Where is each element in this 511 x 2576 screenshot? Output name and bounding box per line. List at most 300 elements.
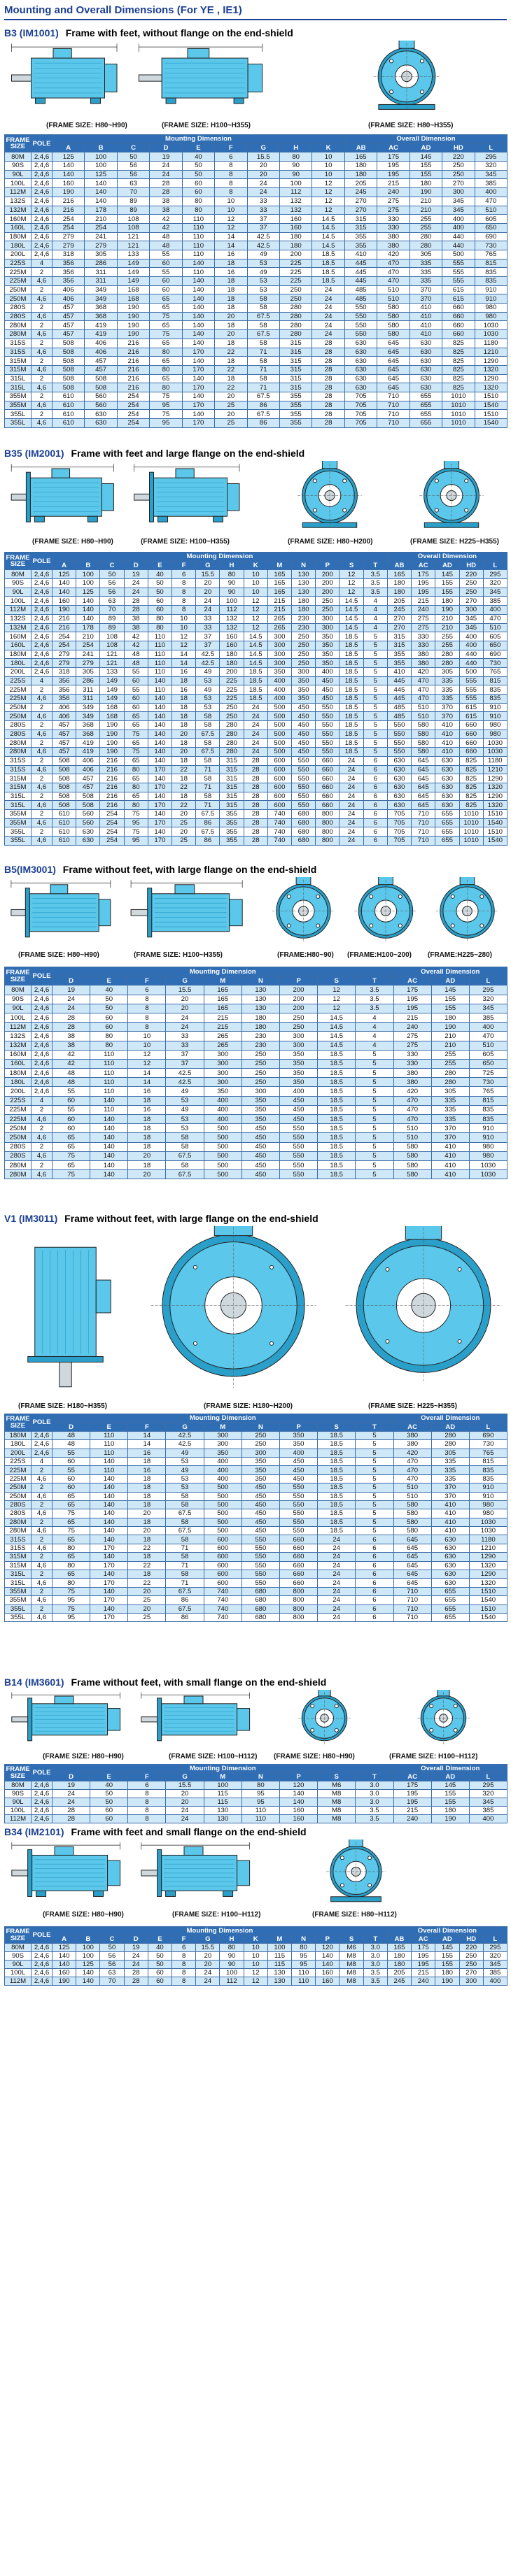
- table-cell: 40: [182, 152, 214, 162]
- column-header: M: [204, 976, 241, 985]
- table-cell: 470: [393, 1457, 431, 1465]
- frame-size-cell: 180M: [5, 1069, 31, 1078]
- table-cell: 155: [435, 588, 459, 597]
- table-cell: 140: [90, 1570, 128, 1579]
- table-cell: 71: [196, 801, 220, 810]
- table-cell: 2,4,6: [31, 1790, 52, 1798]
- table-cell: 710: [412, 818, 435, 827]
- table-cell: 550: [292, 783, 316, 792]
- table-cell: 560: [85, 392, 117, 401]
- table-cell: 180: [292, 606, 316, 615]
- table-cell: 280: [435, 659, 459, 668]
- table-cell: 75: [150, 312, 182, 321]
- table-cell: 86: [196, 837, 220, 846]
- table-cell: 355: [344, 232, 377, 241]
- table-cell: 705: [344, 401, 377, 410]
- table-cell: 660: [279, 1579, 317, 1587]
- table-cell: 450: [241, 1518, 279, 1526]
- table-cell: 380: [393, 1069, 431, 1078]
- table-cell: 24: [150, 170, 182, 179]
- table-cell: 1290: [483, 774, 507, 783]
- table-cell: 80: [148, 614, 172, 623]
- table-cell: 1320: [483, 801, 507, 810]
- table-cell: 368: [85, 312, 117, 321]
- table-cell: 406: [52, 285, 85, 294]
- table-cell: 195: [377, 170, 410, 179]
- table-cell: 100: [76, 1944, 100, 1952]
- table-cell: 250: [459, 1961, 483, 1969]
- table-cell: 470: [377, 259, 410, 268]
- table-cell: 65: [52, 1535, 90, 1544]
- column-header: G: [166, 1423, 204, 1431]
- column-header: AB: [344, 143, 377, 152]
- table-cell: 5: [356, 1050, 393, 1059]
- table-cell: 170: [90, 1544, 128, 1552]
- table-cell: 140: [279, 1798, 317, 1807]
- table-cell: 58: [166, 1553, 204, 1561]
- table-cell: 8: [128, 1798, 166, 1807]
- table-cell: 457: [52, 721, 76, 730]
- table-cell: 6: [363, 809, 387, 818]
- table-cell: 508: [52, 783, 76, 792]
- column-header: C: [100, 1935, 124, 1944]
- frame-size-cell: 90L: [5, 1961, 31, 1969]
- figure-caption: (FRAME SIZE: H80~H112): [312, 1911, 397, 1919]
- table-cell: 250: [241, 1078, 279, 1087]
- table-cell: 4: [356, 1013, 393, 1022]
- frame-size-cell: 180L: [5, 1078, 31, 1087]
- table-row: [5, 330, 507, 339]
- table-cell: 315: [279, 348, 312, 357]
- table-cell: 240: [412, 1977, 435, 1986]
- table-cell: 16: [172, 685, 196, 695]
- section-heading: [4, 25, 507, 41]
- table-cell: 140: [182, 339, 214, 348]
- table-cell: 53: [247, 259, 279, 268]
- table-cell: 630: [435, 765, 459, 774]
- table-cell: 4,6: [31, 1509, 52, 1518]
- table-row: [5, 1553, 507, 1561]
- table-cell: 67.5: [166, 1527, 204, 1535]
- table-cell: 65: [124, 756, 148, 765]
- table-cell: 12: [340, 579, 363, 588]
- table-cell: 630: [387, 756, 411, 765]
- frame-size-cell: 132M: [5, 206, 31, 215]
- table-cell: 18.5: [244, 667, 267, 676]
- table-cell: 645: [377, 339, 410, 348]
- table-cell: 140: [52, 588, 76, 597]
- table-cell: 275: [393, 1041, 431, 1050]
- table-cell: 24: [166, 1815, 204, 1823]
- table-cell: 24: [340, 809, 363, 818]
- table-cell: 355: [279, 392, 312, 401]
- table-cell: 508: [52, 765, 76, 774]
- table-cell: 4,6: [31, 365, 52, 374]
- table-cell: 6: [356, 1596, 393, 1604]
- table-cell: 175: [393, 1781, 431, 1790]
- table-cell: 630: [344, 365, 377, 374]
- table-cell: 1010: [459, 818, 483, 827]
- table-cell: 65: [52, 1570, 90, 1579]
- table-cell: 470: [377, 277, 410, 286]
- table-cell: 2,4,6: [31, 1023, 52, 1032]
- table-cell: 55: [52, 1466, 90, 1474]
- table-cell: 508: [85, 374, 117, 383]
- frame-size-cell: 280S: [5, 721, 31, 730]
- table-cell: 510: [393, 1133, 431, 1142]
- table-cell: 190: [431, 1815, 469, 1823]
- table-cell: 28: [124, 597, 148, 606]
- table-cell: M8: [318, 1807, 356, 1815]
- table-cell: 12: [318, 985, 356, 995]
- table-cell: 295: [475, 152, 507, 162]
- table-cell: 140: [148, 748, 172, 757]
- table-cell: 610: [52, 401, 85, 410]
- column-header: AC: [412, 1935, 435, 1944]
- table-cell: 18.5: [340, 721, 363, 730]
- column-header: AC: [393, 1773, 431, 1781]
- table-row: [5, 348, 507, 357]
- table-cell: 210: [431, 1041, 469, 1050]
- table-cell: 980: [469, 1509, 507, 1518]
- figure-caption: (FRAME SIZE: H80~H355): [368, 122, 454, 129]
- frame-size-cell: 280S: [5, 1151, 31, 1160]
- table-cell: 50: [148, 1952, 172, 1961]
- frame-size-cell: 315M: [5, 774, 31, 783]
- table-cell: 8: [172, 588, 196, 597]
- table-cell: 18: [172, 756, 196, 765]
- frame-size-cell: 225S: [5, 1096, 31, 1105]
- table-cell: 125: [76, 1961, 100, 1969]
- table-cell: 1540: [475, 401, 507, 410]
- table-cell: 630: [435, 792, 459, 801]
- table-cell: 300: [459, 606, 483, 615]
- table-cell: 4,6: [31, 818, 52, 827]
- table-cell: 165: [204, 995, 241, 1004]
- frame-size-cell: 355L: [5, 1604, 31, 1613]
- frame-size-cell: 180M: [5, 650, 31, 659]
- frame-size-cell: 250M: [5, 1483, 31, 1492]
- table-cell: 350: [241, 1096, 279, 1105]
- table-row: [5, 1013, 507, 1022]
- frame-size-cell: 160L: [5, 1059, 31, 1068]
- frame-size-cell: 355M: [5, 392, 31, 401]
- table-cell: 90: [220, 1952, 244, 1961]
- table-cell: 75: [124, 809, 148, 818]
- column-header: P: [316, 1935, 340, 1944]
- table-cell: 254: [52, 223, 85, 232]
- column-header: E: [182, 143, 214, 152]
- table-cell: 2,4,6: [31, 152, 52, 162]
- table-cell: 560: [76, 809, 100, 818]
- table-cell: 250: [241, 1431, 279, 1439]
- column-header: AB: [387, 561, 411, 570]
- table-cell: 20: [215, 410, 247, 419]
- table-cell: 28: [244, 827, 267, 837]
- table-cell: 67.5: [166, 1170, 204, 1179]
- table-cell: 18: [128, 1553, 166, 1561]
- table-cell: 38: [150, 206, 182, 215]
- table-cell: 24: [312, 330, 345, 339]
- table-cell: 20: [166, 995, 204, 1004]
- table-cell: 315: [220, 756, 244, 765]
- table-cell: 349: [76, 703, 100, 712]
- table-cell: 2,4,6: [31, 1977, 52, 1986]
- table-cell: 75: [52, 1587, 90, 1595]
- section-title: Frame with feet and small flange on the end-shield: [68, 1826, 307, 1837]
- table-cell: 1510: [469, 1587, 507, 1595]
- table-cell: 457: [85, 365, 117, 374]
- table-cell: 50: [182, 162, 214, 171]
- table-cell: 450: [292, 721, 316, 730]
- table-cell: 2: [31, 1466, 52, 1474]
- table-row: [5, 579, 507, 588]
- table-cell: 125: [52, 1944, 76, 1952]
- table-cell: 1540: [483, 818, 507, 827]
- table-row: [5, 152, 507, 162]
- table-cell: 110: [90, 1059, 128, 1068]
- table-cell: 60: [124, 695, 148, 704]
- table-cell: 630: [344, 374, 377, 383]
- table-cell: 48: [124, 650, 148, 659]
- table-cell: 12: [318, 995, 356, 1004]
- table-cell: 740: [204, 1596, 241, 1604]
- table-cell: 110: [90, 1440, 128, 1449]
- column-header: K: [244, 561, 267, 570]
- column-header: N: [292, 561, 316, 570]
- table-cell: 58: [166, 1133, 204, 1142]
- table-cell: 355: [387, 659, 411, 668]
- table-cell: 655: [410, 419, 442, 428]
- table-cell: 500: [267, 739, 291, 748]
- dimension-table: [4, 1926, 507, 1986]
- table-cell: 60: [148, 597, 172, 606]
- table-cell: 630: [344, 357, 377, 366]
- table-cell: 580: [393, 1500, 431, 1509]
- table-cell: 457: [52, 304, 85, 313]
- section-heading: [4, 446, 507, 461]
- table-cell: 67.5: [247, 392, 279, 401]
- table-cell: 560: [76, 818, 100, 827]
- table-cell: 419: [76, 748, 100, 757]
- table-cell: 630: [76, 837, 100, 846]
- table-cell: 165: [267, 570, 291, 579]
- table-cell: 305: [431, 1449, 469, 1457]
- table-cell: 12: [318, 1004, 356, 1013]
- figure-caption: (FRAME SIZE: H225~H355): [410, 538, 499, 546]
- table-cell: 2,4,6: [31, 1078, 52, 1087]
- column-header: T: [363, 1935, 387, 1944]
- table-cell: 60: [182, 188, 214, 197]
- table-cell: 190: [410, 188, 442, 197]
- table-cell: 5: [356, 1527, 393, 1535]
- table-cell: 140: [52, 1961, 76, 1969]
- table-cell: 28: [124, 1969, 148, 1977]
- table-cell: 660: [316, 783, 340, 792]
- table-cell: 20: [215, 330, 247, 339]
- table-cell: 89: [100, 623, 124, 632]
- column-header: L: [483, 561, 507, 570]
- table-cell: 15.5: [196, 1944, 220, 1952]
- frame-size-cell: 90S: [5, 162, 31, 171]
- table-cell: 550: [279, 1142, 317, 1151]
- frame-size-cell: 225S: [5, 676, 31, 685]
- table-cell: 311: [85, 268, 117, 277]
- table-cell: 315: [344, 215, 377, 224]
- table-cell: 710: [393, 1587, 431, 1595]
- section-b14: [4, 1674, 507, 1823]
- column-header: AD: [431, 1773, 469, 1781]
- table-cell: 500: [267, 712, 291, 721]
- table-cell: 67.5: [166, 1587, 204, 1595]
- table-row: [5, 232, 507, 241]
- title-divider: [4, 19, 507, 20]
- table-cell: 18: [128, 1474, 166, 1483]
- table-cell: 508: [52, 774, 76, 783]
- table-row: [5, 241, 507, 250]
- table-cell: 410: [435, 730, 459, 739]
- table-cell: 215: [377, 179, 410, 188]
- col-frame-size: FRAME SIZE: [5, 1414, 31, 1432]
- table-cell: 445: [387, 685, 411, 695]
- table-cell: 349: [85, 294, 117, 304]
- table-cell: 2,4,6: [31, 1961, 52, 1969]
- table-cell: 910: [483, 712, 507, 721]
- table-cell: 42: [52, 1050, 90, 1059]
- table-row: [5, 268, 507, 277]
- table-cell: 86: [196, 818, 220, 827]
- column-header: E: [90, 976, 128, 985]
- table-cell: 580: [377, 321, 410, 330]
- table-cell: 1510: [469, 1604, 507, 1613]
- table-cell: 350: [279, 1078, 317, 1087]
- table-cell: 254: [100, 837, 124, 846]
- table-cell: 58: [247, 374, 279, 383]
- table-cell: 345: [459, 614, 483, 623]
- table-cell: 170: [90, 1596, 128, 1604]
- table-cell: 28: [312, 401, 345, 410]
- table-row: [5, 1004, 507, 1013]
- table-cell: 345: [475, 170, 507, 179]
- table-cell: 216: [117, 374, 149, 383]
- column-header: E: [148, 561, 172, 570]
- table-cell: 4,6: [31, 712, 52, 721]
- table-cell: 140: [148, 827, 172, 837]
- table-cell: 140: [90, 1500, 128, 1509]
- table-cell: 110: [90, 1449, 128, 1457]
- frame-size-cell: 225M: [5, 1115, 31, 1124]
- table-cell: 5: [363, 703, 387, 712]
- table-row: [5, 801, 507, 810]
- table-cell: 5: [356, 1115, 393, 1124]
- table-cell: 350: [241, 1457, 279, 1465]
- table-cell: 400: [475, 188, 507, 197]
- table-cell: 10: [312, 162, 345, 171]
- frame-size-cell: 180L: [5, 659, 31, 668]
- table-cell: 140: [182, 285, 214, 294]
- table-cell: 160: [220, 641, 244, 650]
- table-cell: 140: [52, 579, 76, 588]
- table-cell: 28: [312, 419, 345, 428]
- table-cell: 14: [128, 1069, 166, 1078]
- table-cell: 20: [196, 588, 220, 597]
- table-cell: 345: [483, 1961, 507, 1969]
- table-cell: 286: [85, 259, 117, 268]
- table-cell: 4: [356, 1023, 393, 1032]
- table-cell: 320: [483, 579, 507, 588]
- table-cell: 250: [459, 588, 483, 597]
- table-cell: 42: [150, 223, 182, 232]
- table-cell: 508: [52, 801, 76, 810]
- table-cell: 80: [90, 1032, 128, 1041]
- table-cell: 14.5: [340, 597, 363, 606]
- table-cell: 349: [85, 285, 117, 294]
- table-cell: 155: [410, 170, 442, 179]
- group-mounting-dimension: Mounting Dimension: [52, 1927, 388, 1935]
- table-cell: 20: [215, 392, 247, 401]
- table-cell: 470: [483, 614, 507, 623]
- group-mounting-dimension: Mounting Dimension: [52, 135, 345, 144]
- column-header: G: [247, 143, 279, 152]
- table-cell: 50: [100, 1944, 124, 1952]
- table-cell: 4,6: [31, 1170, 52, 1179]
- table-cell: 550: [241, 1579, 279, 1587]
- table-cell: 90: [220, 579, 244, 588]
- table-cell: 18.5: [340, 748, 363, 757]
- table-cell: 470: [393, 1466, 431, 1474]
- table-cell: 140: [90, 1151, 128, 1160]
- table-row: [5, 1544, 507, 1552]
- table-cell: 440: [442, 241, 475, 250]
- table-cell: 67.5: [166, 1151, 204, 1160]
- table-cell: 65: [150, 294, 182, 304]
- column-header: P: [279, 976, 317, 985]
- table-cell: 95: [52, 1613, 90, 1621]
- table-cell: 500: [459, 667, 483, 676]
- table-cell: 610: [52, 818, 76, 827]
- frame-size-cell: 90S: [5, 995, 31, 1004]
- table-cell: 335: [431, 1096, 469, 1105]
- column-header: B: [76, 1935, 100, 1944]
- table-cell: 195: [412, 579, 435, 588]
- table-row: [5, 162, 507, 171]
- table-cell: 48: [52, 1431, 90, 1439]
- table-cell: 630: [431, 1579, 469, 1587]
- column-header: B: [76, 561, 100, 570]
- table-cell: 190: [435, 1977, 459, 1986]
- table-row: [5, 410, 507, 419]
- table-cell: 170: [148, 783, 172, 792]
- table-cell: 14.5: [312, 232, 345, 241]
- table-cell: 2,4,6: [31, 570, 52, 579]
- frame-size-cell: 225S: [5, 259, 31, 268]
- table-cell: 53: [196, 695, 220, 704]
- table-cell: 710: [412, 827, 435, 837]
- table-cell: 24: [340, 792, 363, 801]
- table-cell: 645: [412, 783, 435, 792]
- table-cell: 2: [31, 374, 52, 383]
- table-cell: 60: [182, 179, 214, 188]
- table-cell: 58: [196, 739, 220, 748]
- table-cell: 825: [459, 801, 483, 810]
- table-cell: 86: [166, 1596, 204, 1604]
- table-cell: 18.5: [318, 1483, 356, 1492]
- table-cell: 335: [410, 268, 442, 277]
- table-cell: 216: [100, 801, 124, 810]
- table-row: [5, 1105, 507, 1114]
- frame-size-cell: 355M: [5, 401, 31, 410]
- table-cell: 1290: [469, 1553, 507, 1561]
